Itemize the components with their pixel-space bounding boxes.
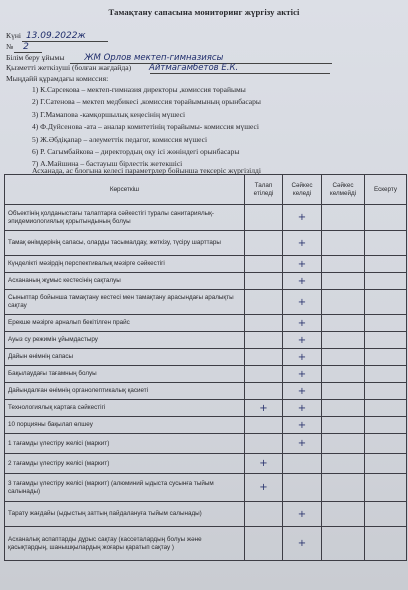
required-mark: + [245, 454, 283, 474]
required-mark [245, 502, 283, 527]
required-mark [245, 205, 283, 231]
not-matches-mark [322, 256, 365, 273]
row-label: 2 тағамды үлестіру желісі (маркит) [5, 454, 245, 474]
matches-mark: + [283, 366, 322, 383]
director-label: Қызметті жеткізуші (болған жағдайда) [6, 63, 132, 72]
matches-mark [283, 454, 322, 474]
table-row [5, 454, 407, 474]
school-line [6, 53, 223, 63]
row-label: Тамақ өнімдерінің сапасы, оларды тасымалдау, жеткізу, түсіру шарттары [5, 231, 245, 256]
table-row [5, 474, 407, 502]
not-matches-mark [322, 527, 365, 561]
required-mark [245, 349, 283, 366]
number-value: 2 [23, 42, 29, 52]
note-cell [365, 349, 407, 366]
table-row [5, 315, 407, 332]
required-mark [245, 273, 283, 290]
matches-mark [283, 474, 322, 502]
required-mark: + [245, 400, 283, 417]
table-row [5, 383, 407, 400]
not-matches-mark [322, 231, 365, 256]
matches-mark: + [283, 256, 322, 273]
not-matches-mark [322, 205, 365, 231]
number-label: № [6, 42, 14, 51]
note-cell [365, 527, 407, 561]
table-row [5, 290, 407, 315]
matches-mark: + [283, 527, 322, 561]
commission-member: 5) Ж.Әбдіқапар – әлеуметтік педагог, комиссия мүшесі [32, 135, 208, 144]
not-matches-mark [322, 349, 365, 366]
row-label: Дайын өнімнің сапасы [5, 349, 245, 366]
document-title: Тамақтану сапасына мониторинг жүргізу актісі [108, 7, 300, 17]
commission-member: 3) Г.Мамапова -камқоршылық кеңесінің мүшесі [32, 110, 186, 119]
note-cell [365, 205, 407, 231]
row-label: 10 порцияны бақылап өлшеу [5, 417, 245, 434]
matches-mark: + [283, 205, 322, 231]
table-header-row [5, 175, 407, 205]
note-cell [365, 502, 407, 527]
not-matches-mark [322, 502, 365, 527]
note-cell [365, 454, 407, 474]
not-matches-mark [322, 454, 365, 474]
table-row [5, 434, 407, 454]
not-matches-mark [322, 290, 365, 315]
row-label: Ауыз су режимін ұйымдастыру [5, 332, 245, 349]
matches-mark: + [283, 502, 322, 527]
row-label: Бақылаудағы тағамның болуы [5, 366, 245, 383]
required-mark [245, 527, 283, 561]
required-mark [245, 417, 283, 434]
col-header-matches: Сәйкес келеді [283, 175, 322, 205]
note-cell [365, 366, 407, 383]
required-mark [245, 315, 283, 332]
table-row [5, 231, 407, 256]
matches-mark: + [283, 383, 322, 400]
not-matches-mark [322, 366, 365, 383]
not-matches-mark [322, 434, 365, 454]
row-label: Асхананың жұмыс кестесінің сақталуы [5, 273, 245, 290]
matches-mark: + [283, 332, 322, 349]
date-underline [22, 41, 108, 42]
school-label: Білім беру ұйымы [6, 53, 65, 62]
row-label: Асханалық аспаптарды дұрыс сақтау (кассеталардың болуы және қасықтардың, шанышқылардың жоғары қаратып сақтау ) [5, 527, 245, 561]
matches-mark: + [283, 273, 322, 290]
col-header-required: Талап етіледі [245, 175, 283, 205]
matches-mark: + [283, 417, 322, 434]
table-row [5, 205, 407, 231]
number-line [6, 42, 29, 52]
table-row [5, 349, 407, 366]
not-matches-mark [322, 400, 365, 417]
note-cell [365, 315, 407, 332]
row-label: Технологиялық картаға сәйкестігі [5, 400, 245, 417]
required-mark [245, 256, 283, 273]
matches-mark: + [283, 315, 322, 332]
table-row [5, 400, 407, 417]
required-mark [245, 231, 283, 256]
required-mark [245, 290, 283, 315]
note-cell [365, 434, 407, 454]
row-label: Күнделікті мәзірдің перспективалық мәзірге сәйкестігі [5, 256, 245, 273]
row-label: Сыныптар бойынша тамақтану кестесі мен тамақтану арасындағы аралықты сақтау [5, 290, 245, 315]
table-row [5, 527, 407, 561]
not-matches-mark [322, 417, 365, 434]
col-header-note: Ескерту [365, 175, 407, 205]
matches-mark: + [283, 434, 322, 454]
date-line [6, 31, 86, 41]
inspection-table [4, 174, 407, 561]
matches-mark: + [283, 400, 322, 417]
required-mark [245, 434, 283, 454]
note-cell [365, 400, 407, 417]
not-matches-mark [322, 273, 365, 290]
table-row [5, 502, 407, 527]
note-cell [365, 332, 407, 349]
matches-mark: + [283, 290, 322, 315]
note-cell [365, 273, 407, 290]
not-matches-mark [322, 315, 365, 332]
row-label: Дайындалған өнімнің органолептикалық қасиеті [5, 383, 245, 400]
table-row [5, 332, 407, 349]
intro-text: Асханада, ас блогына келесі параметрлер бойынша тексеріс жүргізілді [32, 166, 262, 175]
director-line [6, 63, 238, 73]
row-label: Тарату жағдайы (ыдыстың заттың пайдалануға тыйым салынады) [5, 502, 245, 527]
note-cell [365, 474, 407, 502]
col-header-not-matches: Сәйкес келмейді [322, 175, 365, 205]
table-row [5, 366, 407, 383]
row-label: 1 тағамды үлестіру желісі (маркит) [5, 434, 245, 454]
not-matches-mark [322, 383, 365, 400]
note-cell [365, 290, 407, 315]
table-row [5, 417, 407, 434]
commission-member: 6) Р. Сагымбайкова – директордың оқу ісі жөніндегі орынбасары [32, 147, 240, 156]
note-cell [365, 383, 407, 400]
matches-mark: + [283, 349, 322, 366]
commission-member: 7) А.Майшина – бастауыш бірлестік жетекшісі [32, 159, 183, 168]
commission-member: 1) К.Сарсекова – мектеп-гимназия директоры ,комиссия төрайымы [32, 85, 246, 94]
note-cell [365, 256, 407, 273]
row-label: Ерекше мәзірге арналып бекітілген прайс [5, 315, 245, 332]
date-label: Күні [6, 31, 22, 40]
required-mark [245, 332, 283, 349]
table-row [5, 273, 407, 290]
commission-member: 4) Ф.Дуйсенова -ата – аналар комитетінің төрайымы- комиссия мүшесі [32, 122, 259, 131]
director-underline [150, 73, 330, 74]
table-row [5, 256, 407, 273]
note-cell [365, 417, 407, 434]
not-matches-mark [322, 474, 365, 502]
row-label: Объектінің қолданыстағы талаптарға сәйкестігі туралы санитариялық-эпидемиологиялық қорытындының болуы [5, 205, 245, 231]
director-value: Айтмагамбетов Е.К. [149, 63, 239, 73]
matches-mark: + [283, 231, 322, 256]
date-value: 13.09.2022ж [25, 31, 86, 41]
commission-member: 2) Г.Сатенова – мектеп медбикесі ,комиссия төрайымының орынбасары [32, 97, 261, 106]
required-mark [245, 366, 283, 383]
required-mark [245, 383, 283, 400]
school-value: ЖМ Орлов мектеп-гимназиясы [84, 53, 224, 63]
col-header-indicator: Көрсеткіш [5, 175, 245, 205]
commission-label: Мыңдайй құрамдағы комиссия: [6, 74, 109, 83]
row-label: 3 тағамды үлестіру желісі (маркит) (алюминий ыдыста сусынға тыйым салынады) [5, 474, 245, 502]
not-matches-mark [322, 332, 365, 349]
note-cell [365, 231, 407, 256]
required-mark: + [245, 474, 283, 502]
